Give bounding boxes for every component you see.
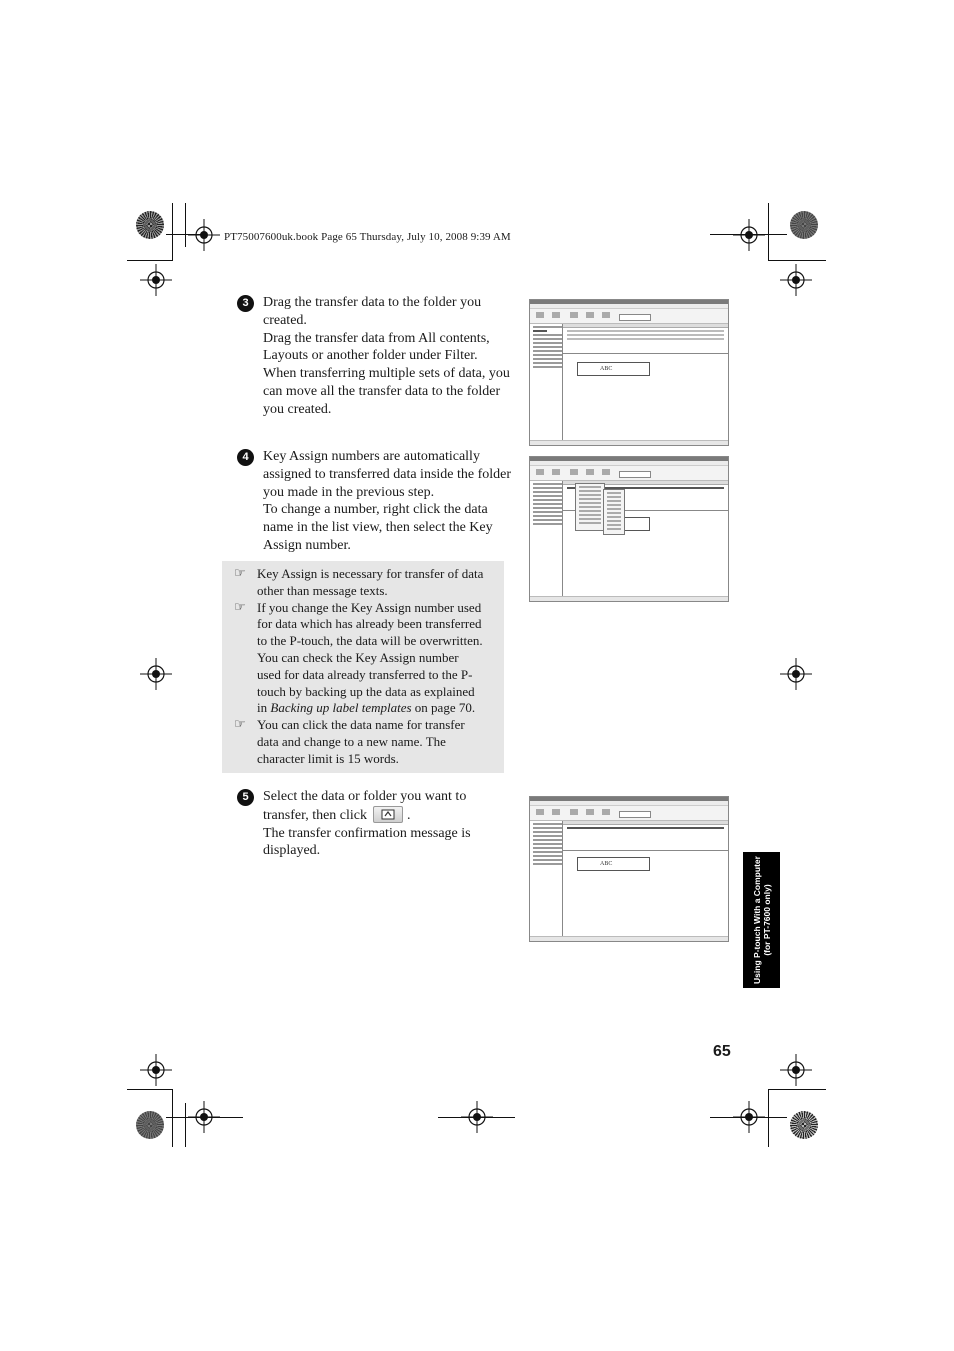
text-line: name in the list view, then select the Key [263,520,493,536]
registration-mark-icon [780,658,812,690]
text-line: you made in the previous step. [263,484,435,500]
registration-mark-icon [140,1054,172,1086]
text-line [257,700,496,717]
side-tab-line: (for PT-7600 only) [761,884,772,956]
label-preview [577,857,650,871]
step-3 [237,294,522,419]
note-item [222,717,504,767]
screenshot-transfer-manager-1 [529,299,729,446]
screenshot-transfer-manager-3 [529,796,729,942]
step-5 [237,788,522,860]
note-item [222,600,504,718]
page-number: 65 [713,1043,731,1060]
text-line: can move all the transfer data to the folder [263,383,501,399]
pointing-hand-icon: ☞ [234,566,246,581]
chapter-side-tab [743,852,780,988]
text-fragment: transfer, then click [263,807,368,823]
text-line: Drag the transfer data to the folder you [263,295,482,310]
text-line: character limit is 15 words. [257,750,399,766]
color-rosette-icon [790,1111,818,1139]
transfer-button-icon [373,806,403,823]
text-fragment: in [257,700,271,716]
text-line: other than message texts. [257,582,388,598]
text-line: to the P-touch, the data will be overwritten. [257,633,483,649]
pointing-hand-icon: ☞ [234,717,246,733]
step-number-badge: 4 [237,449,254,466]
print-info-header: PT75007600uk.book Page 65 Thursday, July 10, 2008 9:39 AM [224,231,511,243]
notes-box [222,561,504,773]
pointing-hand-icon: ☞ [234,599,246,615]
context-menu [575,483,605,531]
text-line: touch by backing up the data as explained [257,683,475,699]
text-line: created. [263,312,307,328]
note-item [222,566,504,600]
text-line: assigned to transferred data inside the folder [263,466,512,482]
text-line: Key Assign is necessary for transfer of data [257,566,484,581]
text-line: You can click the data name for transfer [257,717,465,733]
text-line: used for data already transferred to the P- [257,666,473,682]
preview-text: ABC [600,366,613,372]
text-fragment: on page 70. [411,700,476,716]
step-number-badge: 5 [237,789,254,806]
text-line: Key Assign numbers are automatically [263,449,480,464]
text-fragment: . [407,807,411,823]
step-4-text [263,448,522,555]
registration-mark-icon [780,1054,812,1086]
registration-mark-icon [780,264,812,296]
step-4 [237,448,522,555]
registration-mark-icon [188,219,220,251]
text-line: Select the data or folder you want to [263,789,467,804]
text-line: To change a number, right click the data [263,502,488,518]
text-line: data and change to a new name. The [257,733,446,749]
cross-reference-title: Backing up label templates [270,700,412,716]
color-rosette-icon [790,211,818,239]
text-line: you created. [263,401,332,417]
context-submenu [603,489,625,535]
side-tab-line: Using P-touch With a Computer [751,856,762,984]
screenshot-transfer-manager-2 [529,456,729,602]
color-rosette-icon [136,211,164,239]
color-rosette-icon [136,1111,164,1139]
chapter-side-tab-text [752,855,772,985]
label-preview [577,362,650,376]
text-line: When transferring multiple sets of data, you [263,366,510,382]
step-5-text [263,788,522,860]
text-line: You can check the Key Assign number [257,649,459,665]
text-line: Drag the transfer data from All contents, [263,330,490,346]
text-line: If you change the Key Assign number used [257,599,482,615]
text-line: Layouts or another folder under Filter. [263,348,478,364]
registration-mark-icon [733,219,765,251]
text-line [263,806,522,825]
step-number-badge: 3 [237,295,254,312]
registration-mark-icon [140,264,172,296]
step-3-text [263,294,522,419]
text-line: for data which has already been transferred [257,616,482,632]
text-line: The transfer confirmation message is [263,825,471,841]
text-line: displayed. [263,843,321,859]
preview-text: ABC [600,861,613,867]
text-line: Assign number. [263,537,351,553]
registration-mark-icon [140,658,172,690]
